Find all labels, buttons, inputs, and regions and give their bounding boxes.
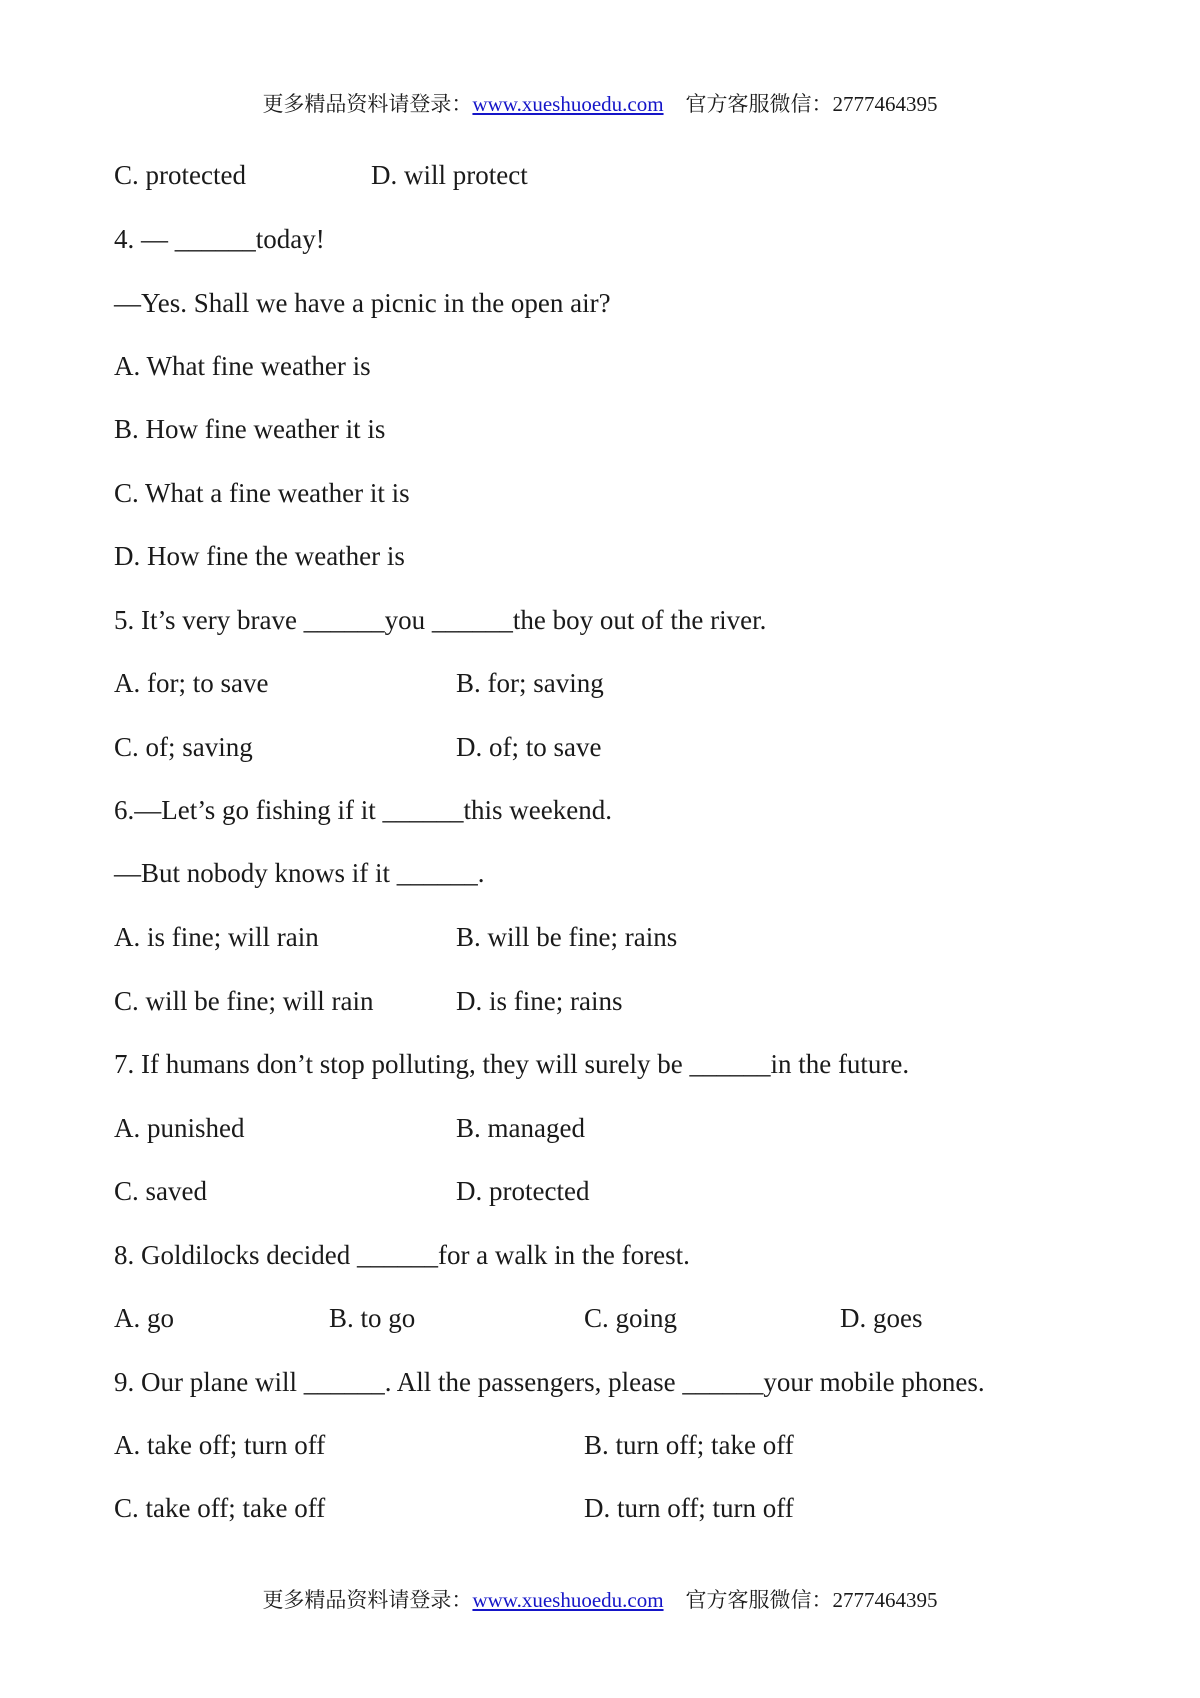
- q4-option-d: D. How fine the weather is: [114, 541, 405, 571]
- q4-reply: —Yes. Shall we have a picnic in the open air?: [114, 288, 611, 318]
- q8-option-d: D. goes: [840, 1303, 923, 1333]
- header-website-link[interactable]: www.xueshuoedu.com: [472, 92, 664, 116]
- q9-stem: 9. Our plane will ______. All the passengers, please ______your mobile phones.: [114, 1367, 985, 1397]
- q6-option-a: A. is fine; will rain: [114, 922, 319, 952]
- footer-website-link[interactable]: www.xueshuoedu.com: [472, 1588, 664, 1612]
- footer-service-contact: 官方客服微信：2777464395: [685, 1588, 938, 1612]
- q7-option-b: B. managed: [456, 1113, 585, 1143]
- q9-option-a: A. take off; turn off: [114, 1430, 326, 1460]
- q9-option-b: B. turn off; take off: [584, 1430, 794, 1460]
- q3-option-c: C. protected: [114, 160, 246, 190]
- q7-option-c: C. saved: [114, 1176, 207, 1206]
- q4-stem: 4. — ______today!: [114, 224, 325, 254]
- q4-option-a: A. What fine weather is: [114, 351, 371, 381]
- q6-reply: —But nobody knows if it ______.: [114, 858, 485, 888]
- q7-option-d: D. protected: [456, 1176, 590, 1206]
- q6-option-d: D. is fine; rains: [456, 986, 623, 1016]
- q3-option-d: D. will protect: [371, 160, 528, 190]
- footer-label: 更多精品资料请登录：: [262, 1588, 473, 1612]
- q6-option-b: B. will be fine; rains: [456, 922, 678, 952]
- header-service-contact: 官方客服微信：2777464395: [685, 92, 938, 116]
- q4-option-c: C. What a fine weather it is: [114, 478, 410, 508]
- q4-option-b: B. How fine weather it is: [114, 414, 386, 444]
- q6-stem: 6.—Let’s go fishing if it ______this weekend.: [114, 795, 612, 825]
- q8-option-c: C. going: [584, 1303, 678, 1333]
- q8-option-a: A. go: [114, 1303, 174, 1333]
- page-footer: [0, 1584, 1200, 1614]
- q7-option-a: A. punished: [114, 1113, 245, 1143]
- q5-option-a: A. for; to save: [114, 668, 269, 698]
- q8-stem: 8. Goldilocks decided ______for a walk in the forest.: [114, 1240, 690, 1270]
- q5-option-c: C. of; saving: [114, 732, 253, 762]
- q9-option-d: D. turn off; turn off: [584, 1493, 794, 1523]
- q5-stem: 5. It’s very brave ______you ______the boy out of the river.: [114, 605, 767, 635]
- q8-option-b: B. to go: [329, 1303, 416, 1333]
- header-label: 更多精品资料请登录：: [262, 92, 473, 116]
- page-header: [0, 88, 1200, 118]
- q9-option-c: C. take off; take off: [114, 1493, 326, 1523]
- q7-stem: 7. If humans don’t stop polluting, they will surely be ______in the future.: [114, 1049, 910, 1079]
- q6-option-c: C. will be fine; will rain: [114, 986, 374, 1016]
- q5-option-b: B. for; saving: [456, 668, 604, 698]
- q5-option-d: D. of; to save: [456, 732, 602, 762]
